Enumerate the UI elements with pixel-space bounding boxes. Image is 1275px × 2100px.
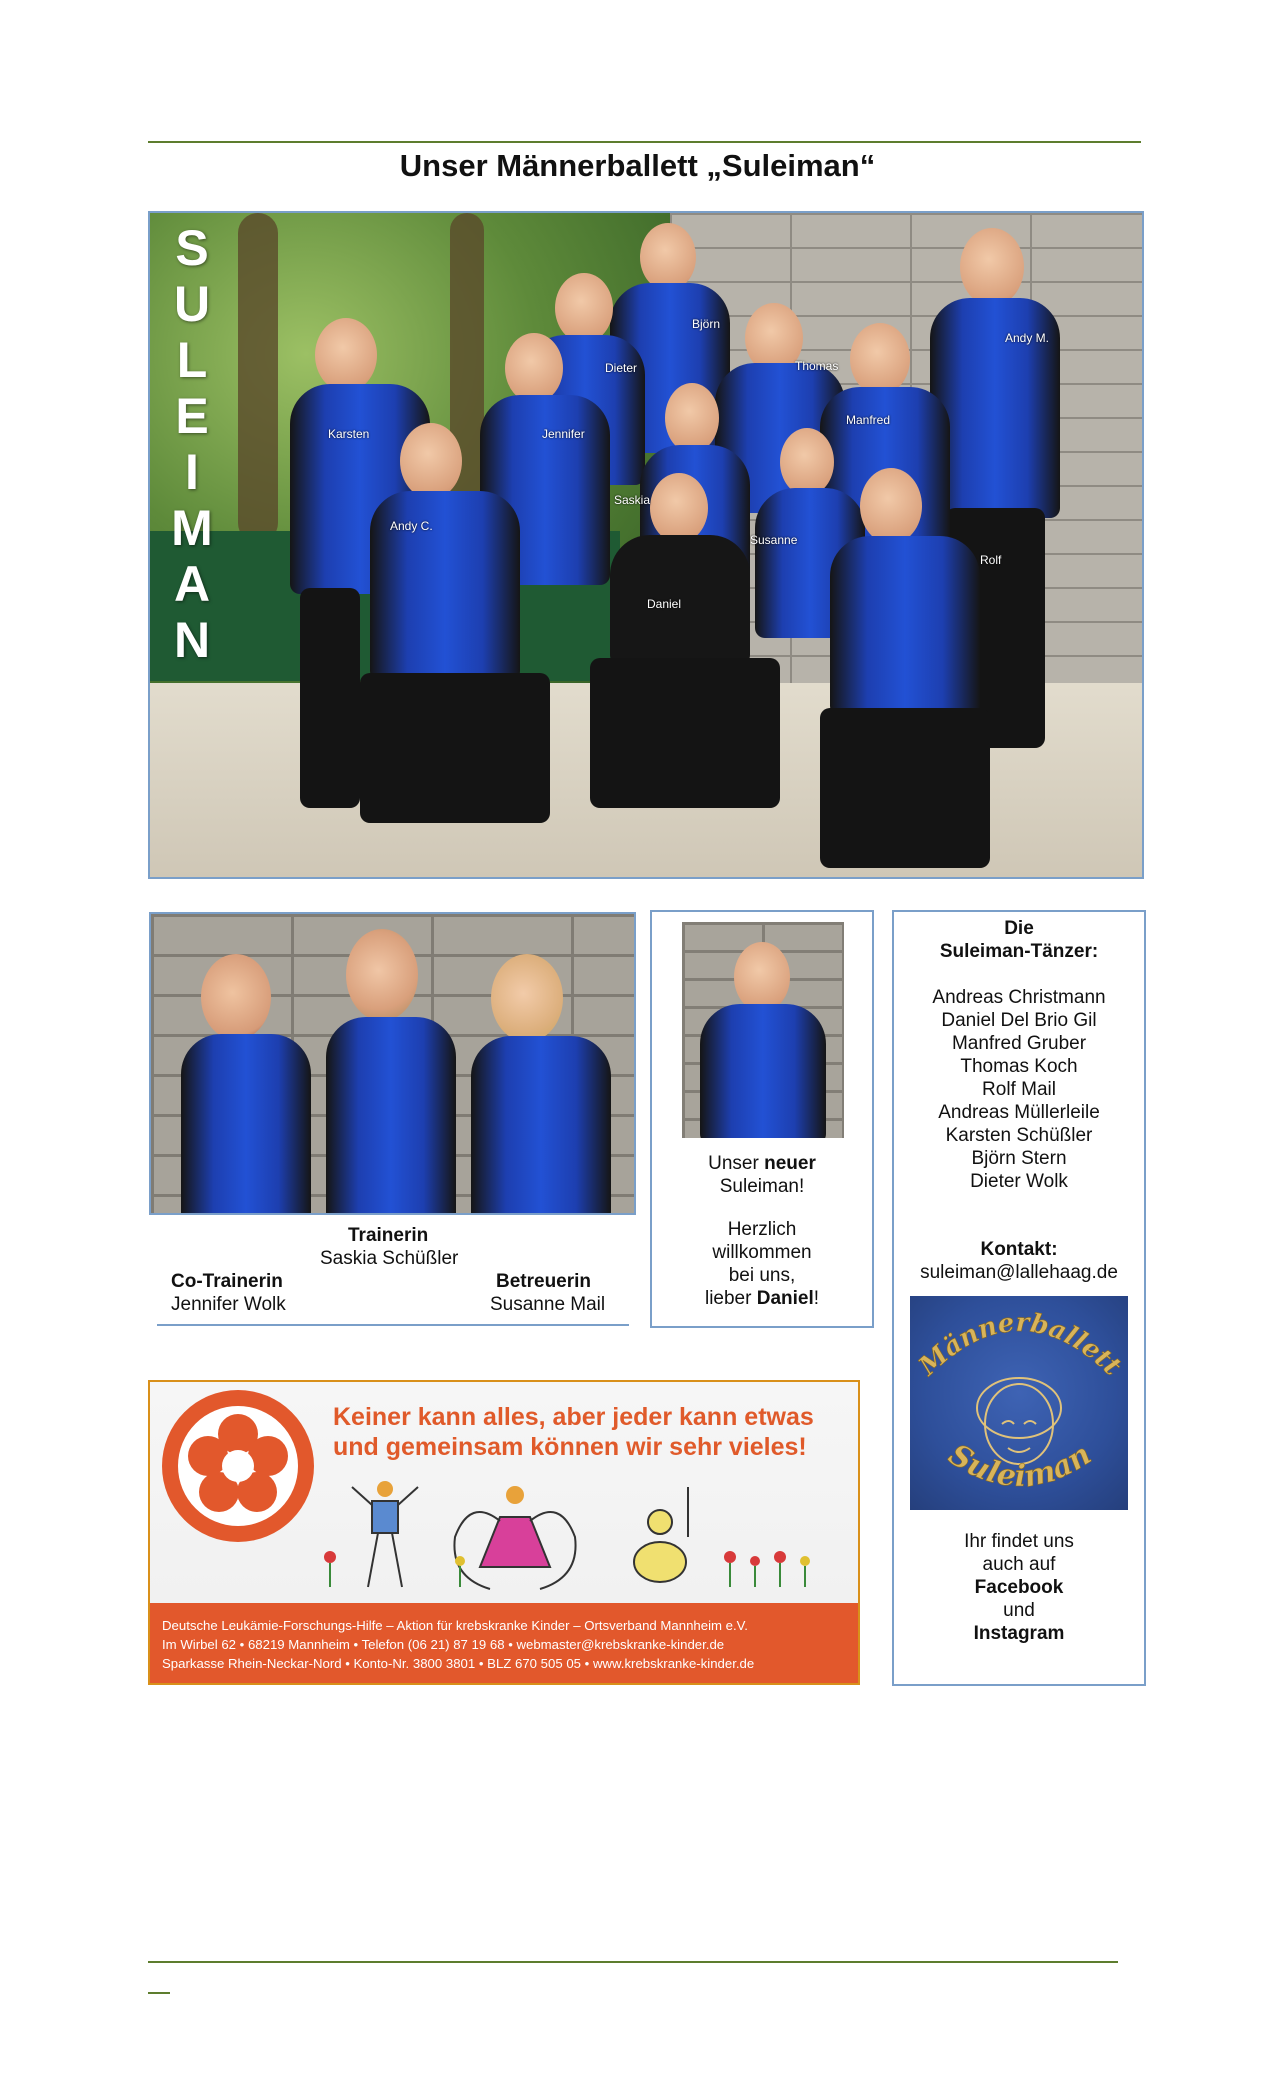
trainers-underline (157, 1324, 629, 1326)
dancer-name: Björn Stern (971, 1148, 1067, 1169)
vertical-letter: N (173, 612, 211, 668)
welcome-line3: bei uns, (728, 1265, 796, 1286)
dancer-name: Rolf Mail (982, 1079, 1056, 1100)
slogan-line2: und gemeinsam können wir sehr vieles! (333, 1433, 807, 1461)
welcome-line1: Herzlich (727, 1219, 797, 1240)
contact-email[interactable]: suleiman@lallehaag.de (920, 1262, 1118, 1283)
welcome-suffix: ! (813, 1288, 820, 1309)
dancer-name: Andreas Müllerleile (938, 1102, 1100, 1123)
dancing-girl-icon (454, 1486, 575, 1589)
charity-seal (162, 1390, 314, 1542)
group-photo (148, 211, 1144, 879)
vertical-letter: E (175, 388, 209, 444)
suleiman-logo-art (910, 1296, 1128, 1510)
supervisor-role: Betreuerin (496, 1271, 592, 1292)
social-line4: und (1003, 1600, 1035, 1621)
logo-text-top: Männerballett (913, 1307, 1127, 1382)
charity-footer (150, 1603, 858, 1683)
kids-drawings (300, 1477, 860, 1607)
welcome-line2: willkommen (712, 1242, 812, 1263)
new-member-line2: Suleiman! (719, 1176, 805, 1197)
vertical-letter: A (173, 556, 211, 612)
contact-label: Kontakt: (980, 1239, 1058, 1260)
vertical-letter: L (176, 332, 208, 388)
slogan-line1: Keiner kann alles, aber jeder kann etwas (333, 1403, 814, 1431)
turtle-figure-icon (634, 1487, 688, 1582)
name-tag: Andy C. (390, 519, 433, 533)
facebook-label[interactable]: Facebook (974, 1577, 1064, 1598)
vertical-letter: U (173, 276, 211, 332)
footer-line1: Deutsche Leukämie-Forschungs-Hilfe – Aktion für krebskranke Kinder – Ortsverband Mannheim e.V. (162, 1618, 748, 1633)
suleiman-logo (910, 1296, 1128, 1510)
dancers-heading-line2: Suleiman-Tänzer: (939, 941, 1099, 962)
charity-slogan (333, 1402, 843, 1462)
social-line1: Ihr findet uns (964, 1531, 1074, 1552)
dancer-name: Manfred Gruber (951, 1033, 1087, 1054)
vertical-title-suleiman (171, 220, 213, 668)
page-title: Unser Männerballett „Suleiman“ (399, 148, 876, 183)
charity-banner (148, 1380, 860, 1685)
name-tag: Dieter (605, 361, 638, 375)
name-tag: Andy M. (1005, 331, 1050, 345)
trainer-name: Saskia Schüßler (320, 1248, 459, 1269)
name-tag: Björn (692, 317, 721, 331)
top-rule (148, 141, 1141, 143)
name-tag: Saskia (614, 493, 651, 507)
puppet-figure-icon (352, 1481, 418, 1587)
name-tag: Karsten (328, 427, 370, 441)
logo-text-bottom: Suleiman (942, 1436, 1098, 1495)
co-trainer-name: Jennifer Wolk (171, 1294, 286, 1315)
dancer-name: Dieter Wolk (970, 1171, 1068, 1192)
new-member-neuer: neuer (764, 1153, 816, 1174)
vertical-letter: I (185, 444, 199, 500)
bottom-rule-stub (148, 1992, 170, 1994)
footer-line2[interactable]: Im Wirbel 62 • 68219 Mannheim • Telefon (06 21) 87 19 68 • webmaster@krebskranke-kinder.de (162, 1637, 725, 1652)
social-line2: auch auf (982, 1554, 1056, 1575)
instagram-label[interactable]: Instagram (973, 1623, 1065, 1644)
new-member-line1 (652, 1152, 872, 1175)
new-member-box (650, 910, 874, 1328)
dancer-name: Karsten Schüßler (945, 1125, 1093, 1146)
co-trainer-role: Co-Trainerin (171, 1271, 283, 1292)
bottom-rule (148, 1961, 1118, 1963)
welcome-prefix: lieber (704, 1288, 757, 1309)
footer-line3[interactable]: Sparkasse Rhein-Neckar-Nord • Konto-Nr. 3800 3801 • BLZ 670 505 05 • www.krebskranke-kinder.de (162, 1656, 755, 1671)
flower-logo-icon (162, 1390, 314, 1542)
name-tag: Susanne (750, 533, 798, 547)
supervisor-name: Susanne Mail (490, 1294, 606, 1315)
dancer-name: Daniel Del Brio Gil (941, 1010, 1097, 1031)
vertical-letter: S (175, 220, 209, 276)
dancers-heading-line1: Die (1004, 918, 1034, 939)
dancer-name: Thomas Koch (960, 1056, 1078, 1077)
name-tag: Manfred (846, 413, 891, 427)
name-tag: Jennifer (542, 427, 585, 441)
new-member-prefix: Unser (708, 1153, 765, 1174)
welcome-line4 (652, 1287, 872, 1310)
vertical-letter: M (171, 500, 213, 556)
trainer-role: Trainerin (348, 1225, 429, 1246)
name-tag: Daniel (647, 597, 682, 611)
tree-trunk (238, 213, 278, 543)
dancers-box (892, 910, 1146, 1686)
trainers-photo (149, 912, 636, 1215)
new-member-photo (682, 922, 844, 1138)
dancer-name: Andreas Christmann (932, 987, 1106, 1008)
name-tag: Rolf (980, 553, 1002, 567)
name-tag: Thomas (795, 359, 839, 373)
welcome-daniel: Daniel (756, 1288, 814, 1309)
